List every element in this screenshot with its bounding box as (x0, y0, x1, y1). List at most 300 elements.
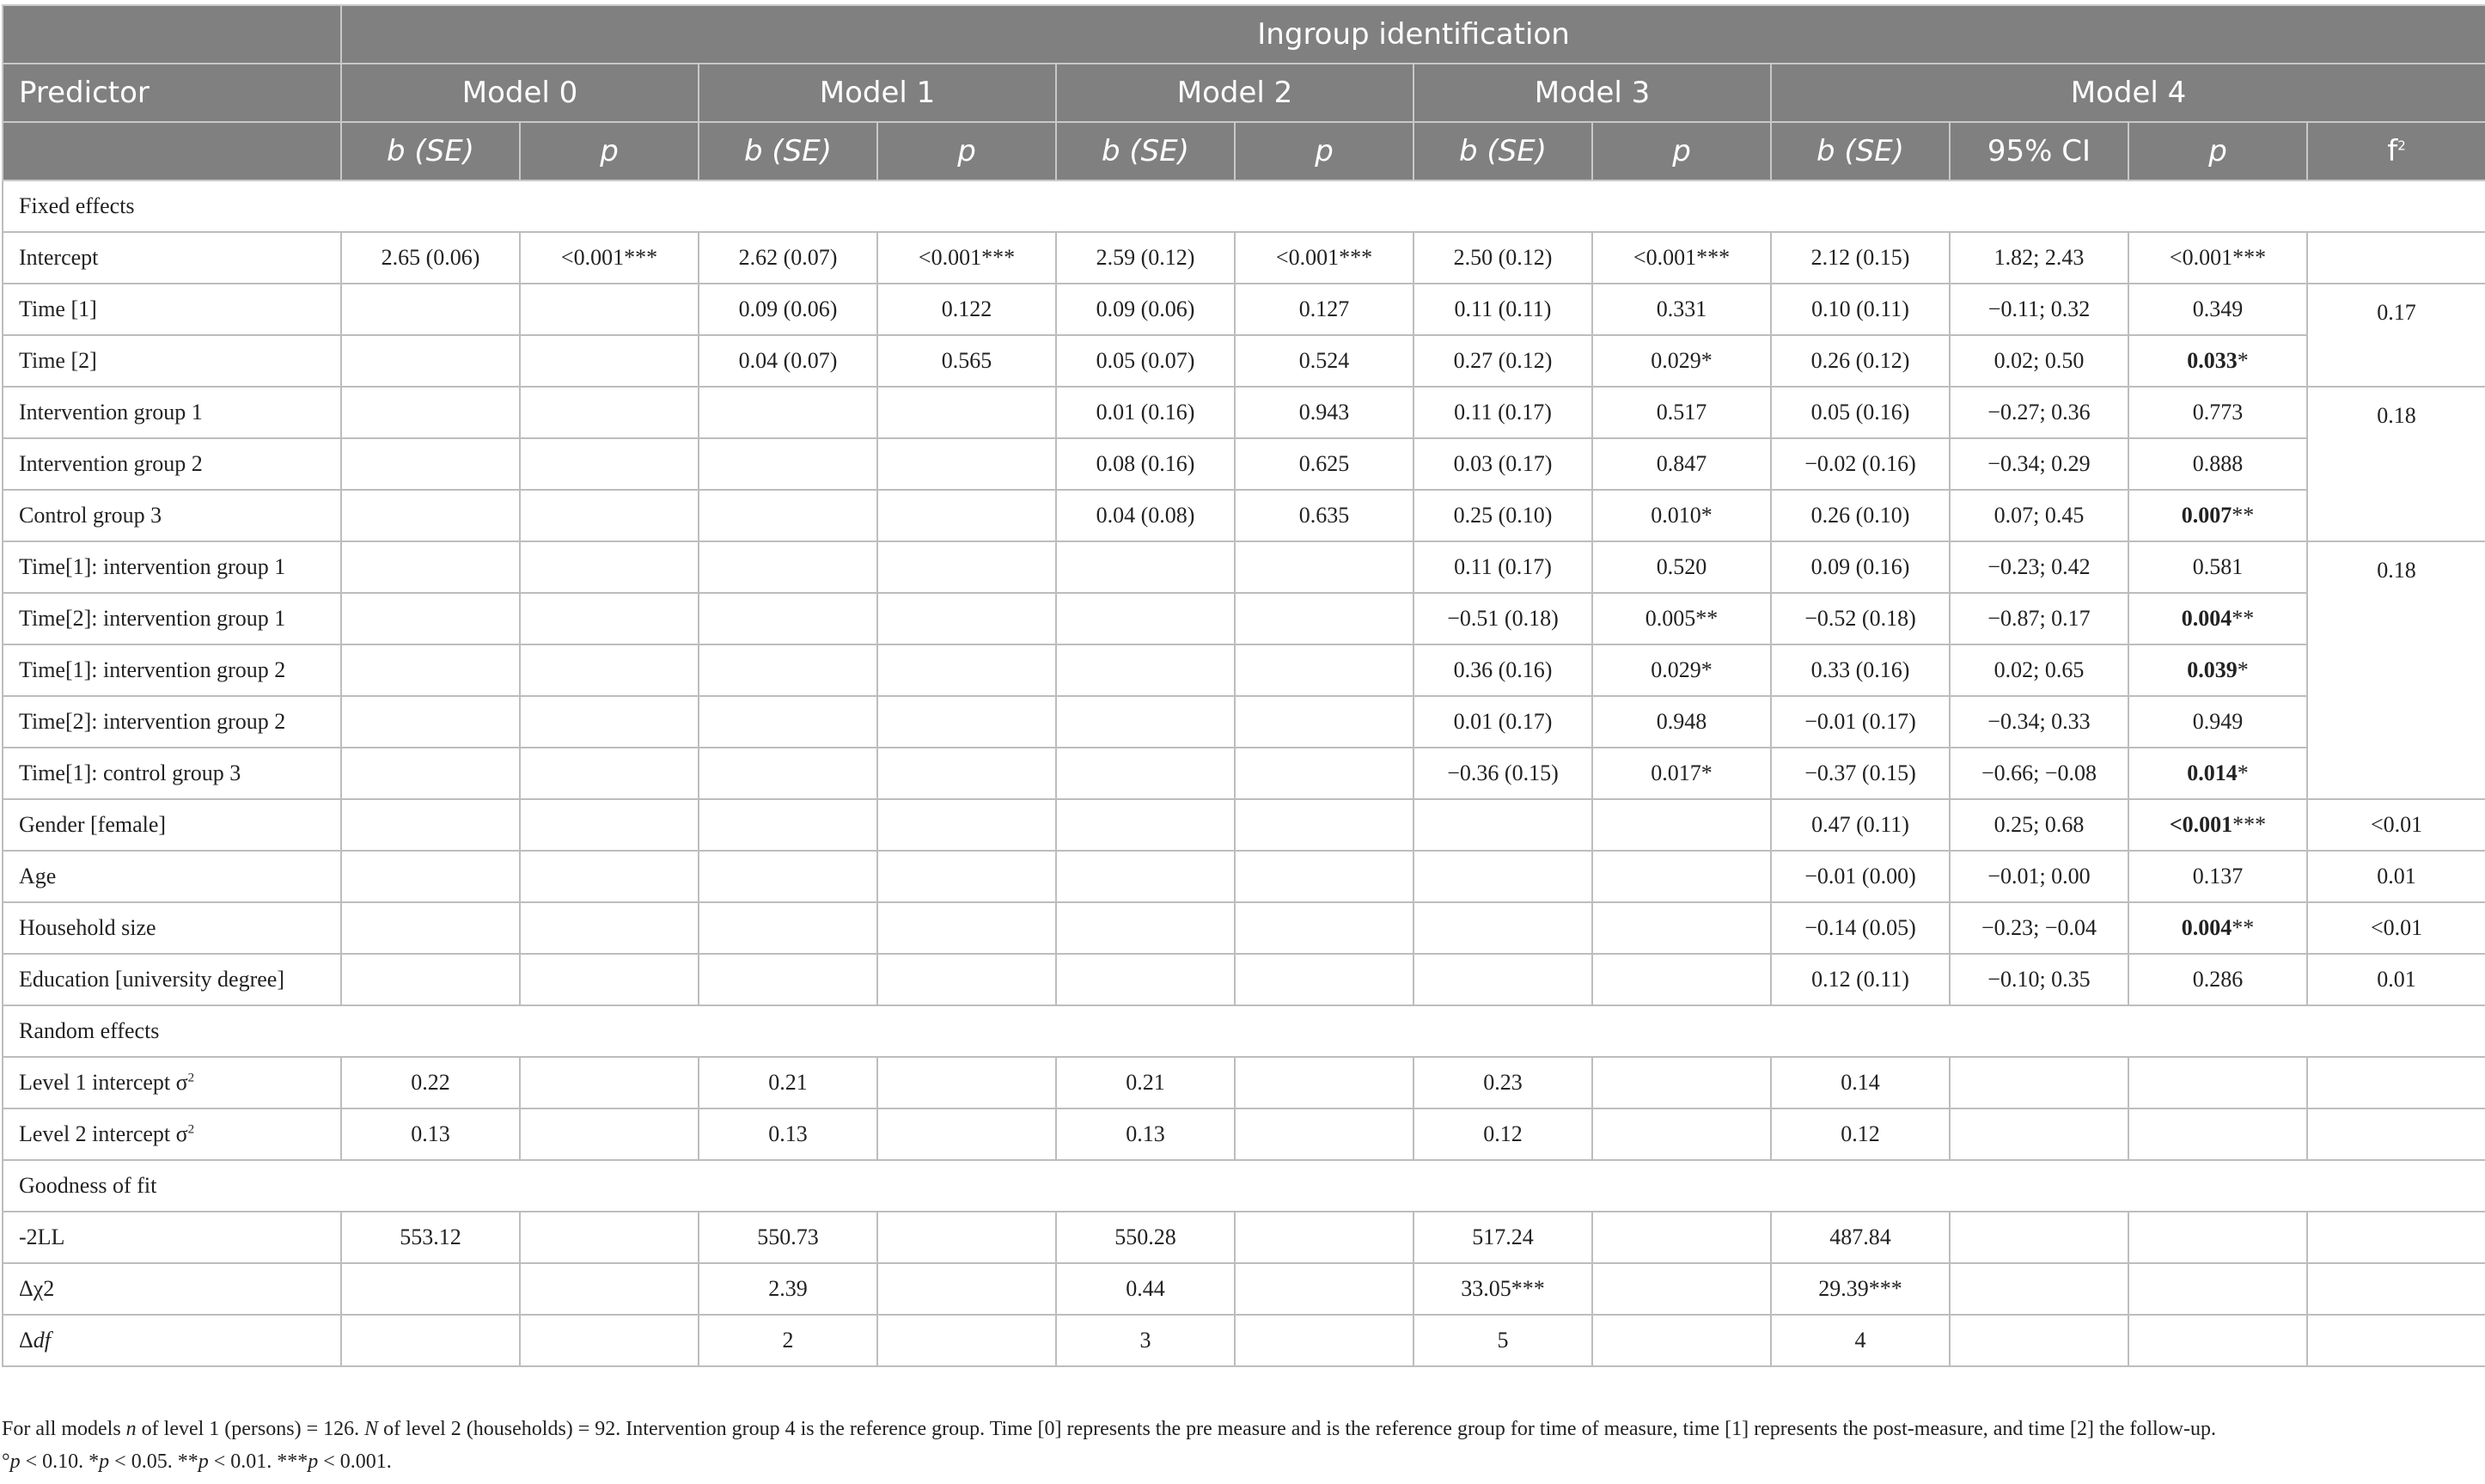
cell: 33.05*** (1413, 1263, 1592, 1315)
row-label: Time[1]: intervention group 1 (3, 541, 341, 593)
cell (520, 902, 699, 954)
cell (2307, 1315, 2485, 1366)
cell (1056, 593, 1235, 644)
cell (877, 1212, 1056, 1263)
cell: 2.12 (0.15) (1771, 232, 1950, 284)
cell: −0.87; 0.17 (1950, 593, 2128, 644)
cell (520, 1108, 699, 1160)
ci-header: 95% CI (1950, 122, 2128, 180)
cell (699, 541, 877, 593)
cell (877, 799, 1056, 851)
table-row (3, 1212, 2485, 1263)
cell (1413, 954, 1592, 1005)
cell: 0.137 (2128, 851, 2307, 902)
table-row (3, 902, 2485, 954)
cell (520, 387, 699, 438)
cell: 0.11 (0.17) (1413, 387, 1592, 438)
cell (2128, 902, 2307, 954)
cell (341, 284, 520, 335)
row-label: Level 1 intercept $\sigma^2$ (3, 1057, 341, 1108)
cell: 0.122 (877, 284, 1056, 335)
b-se-header: b (SE) (341, 122, 520, 180)
cell (1592, 851, 1771, 902)
cell: 0.22 (341, 1057, 520, 1108)
row-label: Time[2]: intervention group 1 (3, 593, 341, 644)
table-row (3, 1057, 2485, 1108)
section-row-fit (3, 1160, 2485, 1212)
group-title: Ingroup identification (341, 5, 2485, 64)
row-label: Gender [female] (3, 799, 341, 851)
cell (1592, 902, 1771, 954)
b-se-header: b (SE) (1413, 122, 1592, 180)
cell: 0.13 (341, 1108, 520, 1160)
row-label: Intercept (3, 232, 341, 284)
cell (1950, 1212, 2128, 1263)
cell (699, 851, 877, 902)
cell: 0.14 (1771, 1057, 1950, 1108)
cell (1235, 541, 1413, 593)
regression-table (2, 4, 2485, 1367)
cell (520, 335, 699, 387)
cell: 2.62 (0.07) (699, 232, 877, 284)
f2-header: $f^2$ (2307, 122, 2485, 180)
cell (1235, 593, 1413, 644)
cell: 0.127 (1235, 284, 1413, 335)
cell (1413, 851, 1592, 902)
cell: 0.888 (2128, 438, 2307, 490)
cell: 0.331 (1592, 284, 1771, 335)
cell (341, 541, 520, 593)
model-2-header: Model 2 (1056, 64, 1413, 122)
cell: 0.029* (1592, 644, 1771, 696)
cell (1056, 541, 1235, 593)
row-label: Δχ2 (3, 1263, 341, 1315)
cell (1950, 1057, 2128, 1108)
cell: −0.01 (0.17) (1771, 696, 1950, 748)
cell (1235, 1315, 1413, 1366)
cell (341, 335, 520, 387)
cell (699, 644, 877, 696)
cell (2307, 1057, 2485, 1108)
p-header: p (877, 122, 1056, 180)
header-row-stats (3, 122, 2485, 180)
header-empty-cell (3, 122, 341, 180)
b-se-header: b (SE) (699, 122, 877, 180)
cell (1056, 696, 1235, 748)
cell (1592, 954, 1771, 1005)
row-label: Household size (3, 902, 341, 954)
cell: 0.36 (0.16) (1413, 644, 1592, 696)
cell (341, 1263, 520, 1315)
cell (1592, 799, 1771, 851)
cell: 0.773 (2128, 387, 2307, 438)
cell: 0.12 (1413, 1108, 1592, 1160)
cell: 0.27 (0.12) (1413, 335, 1592, 387)
section-fixed-effects: Fixed effects (3, 180, 2485, 232)
table-row (3, 644, 2485, 696)
cell (877, 541, 1056, 593)
cell: 0.08 (0.16) (1056, 438, 1235, 490)
cell (520, 851, 699, 902)
cell: 553.12 (341, 1212, 520, 1263)
cell: 487.84 (1771, 1212, 1950, 1263)
cell: 0.581 (2128, 541, 2307, 593)
table-row (3, 335, 2485, 387)
cell: 2.50 (0.12) (1413, 232, 1592, 284)
model-1-header: Model 1 (699, 64, 1056, 122)
table-row (3, 387, 2485, 438)
cell (1950, 1108, 2128, 1160)
cell (2128, 335, 2307, 387)
cell: 2.59 (0.12) (1056, 232, 1235, 284)
cell: 0.44 (1056, 1263, 1235, 1315)
cell: 0.11 (0.11) (1413, 284, 1592, 335)
row-label: Time [2] (3, 335, 341, 387)
cell (1592, 1057, 1771, 1108)
cell (2128, 799, 2307, 851)
cell: <0.001*** (1592, 232, 1771, 284)
row-label: Time[2]: intervention group 2 (3, 696, 341, 748)
cell: 0.09 (0.16) (1771, 541, 1950, 593)
cell (520, 799, 699, 851)
model-3-header: Model 3 (1413, 64, 1771, 122)
cell: 2.65 (0.06) (341, 232, 520, 284)
cell (699, 748, 877, 799)
cell: 0.21 (699, 1057, 877, 1108)
bold-p-value: 0.014 (2187, 760, 2238, 785)
cell: −0.66; −0.08 (1950, 748, 2128, 799)
table-row (3, 490, 2485, 541)
cell (1235, 748, 1413, 799)
f2-cell: <0.01 (2307, 799, 2485, 851)
cell: 0.520 (1592, 541, 1771, 593)
cell: −0.02 (0.16) (1771, 438, 1950, 490)
cell (341, 387, 520, 438)
cell (2128, 1315, 2307, 1366)
cell: −0.01 (0.00) (1771, 851, 1950, 902)
cell: 0.943 (1235, 387, 1413, 438)
row-label: Age (3, 851, 341, 902)
cell: 4 (1771, 1315, 1950, 1366)
cell (1235, 851, 1413, 902)
section-row-random (3, 1005, 2485, 1057)
cell: 0.01 (0.17) (1413, 696, 1592, 748)
cell (699, 438, 877, 490)
header-row-group (3, 5, 2485, 64)
cell (1592, 1212, 1771, 1263)
sig-stars: ** (2232, 915, 2255, 940)
bold-p-value: 0.039 (2187, 657, 2238, 682)
cell: <0.001*** (877, 232, 1056, 284)
cell (877, 696, 1056, 748)
row-label: Time[1]: intervention group 2 (3, 644, 341, 696)
table-row (3, 799, 2485, 851)
cell (520, 954, 699, 1005)
cell: <0.001*** (2128, 232, 2307, 284)
cell (1235, 902, 1413, 954)
f2-cell: 0.18 (2307, 387, 2485, 541)
cell: 0.10 (0.11) (1771, 284, 1950, 335)
cell (1235, 1212, 1413, 1263)
cell (2128, 1108, 2307, 1160)
cell (699, 593, 877, 644)
cell: 0.12 (0.11) (1771, 954, 1950, 1005)
row-label: Level 2 intercept $\sigma^2$ (3, 1108, 341, 1160)
cell: 5 (1413, 1315, 1592, 1366)
cell: 550.73 (699, 1212, 877, 1263)
cell (341, 644, 520, 696)
table-row (3, 1315, 2485, 1366)
row-label: -2LL (3, 1212, 341, 1263)
cell (2128, 1057, 2307, 1108)
header-empty-cell (3, 5, 341, 64)
cell (699, 387, 877, 438)
cell: 0.09 (0.06) (699, 284, 877, 335)
cell (699, 490, 877, 541)
cell: −0.23; 0.42 (1950, 541, 2128, 593)
cell (2307, 1108, 2485, 1160)
sig-stars: * (2237, 760, 2249, 785)
cell: 0.25 (0.10) (1413, 490, 1592, 541)
f2-cell: 0.01 (2307, 851, 2485, 902)
cell: 0.565 (877, 335, 1056, 387)
cell (341, 748, 520, 799)
cell (520, 696, 699, 748)
cell: <0.001*** (520, 232, 699, 284)
cell (520, 1315, 699, 1366)
cell (1950, 1263, 2128, 1315)
p-header: p (1592, 122, 1771, 180)
row-label: Δdf (3, 1315, 341, 1366)
cell (341, 696, 520, 748)
p-header: p (520, 122, 699, 180)
model-0-header: Model 0 (341, 64, 699, 122)
cell (1235, 644, 1413, 696)
bold-p-value: 0.004 (2181, 606, 2232, 631)
table-row (3, 593, 2485, 644)
cell (699, 902, 877, 954)
cell (877, 387, 1056, 438)
cell: 0.949 (2128, 696, 2307, 748)
cell: 3 (1056, 1315, 1235, 1366)
cell: 29.39*** (1771, 1263, 1950, 1315)
cell: 0.017* (1592, 748, 1771, 799)
cell (1056, 902, 1235, 954)
cell (341, 799, 520, 851)
cell (1413, 902, 1592, 954)
cell (1592, 1108, 1771, 1160)
cell: 0.02; 0.65 (1950, 644, 2128, 696)
cell (1592, 1315, 1771, 1366)
cell: 0.01 (0.16) (1056, 387, 1235, 438)
table-row (3, 438, 2485, 490)
cell (2128, 1212, 2307, 1263)
p-header: p (1235, 122, 1413, 180)
cell: 0.029* (1592, 335, 1771, 387)
cell: −0.11; 0.32 (1950, 284, 2128, 335)
cell: 0.26 (0.10) (1771, 490, 1950, 541)
table-row (3, 696, 2485, 748)
cell: −0.36 (0.15) (1413, 748, 1592, 799)
predictor-header: Predictor (3, 64, 341, 122)
cell (1235, 1057, 1413, 1108)
table-row (3, 1108, 2485, 1160)
cell: 0.02; 0.50 (1950, 335, 2128, 387)
b-se-header: b (SE) (1771, 122, 1950, 180)
cell (877, 490, 1056, 541)
bold-p-value: <0.001 (2169, 812, 2233, 837)
cell (877, 902, 1056, 954)
cell (877, 644, 1056, 696)
cell (520, 1263, 699, 1315)
cell (341, 954, 520, 1005)
cell: 550.28 (1056, 1212, 1235, 1263)
cell (877, 438, 1056, 490)
cell (520, 284, 699, 335)
cell: 0.524 (1235, 335, 1413, 387)
cell (2128, 593, 2307, 644)
cell: <0.001*** (1235, 232, 1413, 284)
cell (341, 490, 520, 541)
cell (877, 748, 1056, 799)
f2-cell: 0.18 (2307, 541, 2485, 799)
cell: −0.34; 0.33 (1950, 696, 2128, 748)
cell: −0.27; 0.36 (1950, 387, 2128, 438)
section-random-effects: Random effects (3, 1005, 2485, 1057)
cell: −0.14 (0.05) (1771, 902, 1950, 954)
cell: 0.04 (0.08) (1056, 490, 1235, 541)
cell: −0.10; 0.35 (1950, 954, 2128, 1005)
cell (1235, 1263, 1413, 1315)
table-row (3, 541, 2485, 593)
cell: 0.13 (699, 1108, 877, 1160)
cell: 0.635 (1235, 490, 1413, 541)
sig-stars: *** (2232, 812, 2267, 837)
cell: 0.04 (0.07) (699, 335, 877, 387)
cell: 0.005** (1592, 593, 1771, 644)
cell: 0.25; 0.68 (1950, 799, 2128, 851)
cell (1235, 954, 1413, 1005)
cell: 2.39 (699, 1263, 877, 1315)
cell (1056, 851, 1235, 902)
cell (1235, 696, 1413, 748)
table-row (3, 851, 2485, 902)
bold-p-value: 0.004 (2181, 915, 2232, 940)
cell (341, 902, 520, 954)
table-row (3, 954, 2485, 1005)
row-label: Intervention group 1 (3, 387, 341, 438)
header-row-models (3, 64, 2485, 122)
b-se-header: b (SE) (1056, 122, 1235, 180)
cell: 0.625 (1235, 438, 1413, 490)
cell: 0.33 (0.16) (1771, 644, 1950, 696)
f2-cell: 0.01 (2307, 954, 2485, 1005)
cell (2128, 644, 2307, 696)
cell (341, 1315, 520, 1366)
row-label: Intervention group 2 (3, 438, 341, 490)
cell: −0.51 (0.18) (1413, 593, 1592, 644)
cell (2128, 748, 2307, 799)
table-row (3, 1263, 2485, 1315)
cell: 0.03 (0.17) (1413, 438, 1592, 490)
cell: 517.24 (1413, 1212, 1592, 1263)
cell: 0.47 (0.11) (1771, 799, 1950, 851)
cell: 0.07; 0.45 (1950, 490, 2128, 541)
cell (520, 593, 699, 644)
cell (699, 954, 877, 1005)
cell (1056, 748, 1235, 799)
cell (2307, 1263, 2485, 1315)
cell (520, 541, 699, 593)
row-label: Time [1] (3, 284, 341, 335)
p-header: p (2128, 122, 2307, 180)
sig-stars: * (2237, 348, 2249, 373)
cell (1235, 1108, 1413, 1160)
cell: 0.948 (1592, 696, 1771, 748)
sig-stars: ** (2232, 606, 2255, 631)
table-row (3, 284, 2485, 335)
table-footnote: For all models n of level 1 (persons) = 126. N of level 2 (households) = 92. Intervention group 4 is the reference group. Time [0] represents the pre measure and is the reference group for time of measure, time [1] represents the post-measure, and time [2] the follow-up. °p < 0.10. *p < 0.05. **p < 0.01. ***p < 0.001. (2, 1418, 2216, 1473)
sig-stars: ** (2232, 503, 2255, 528)
cell (1950, 1315, 2128, 1366)
section-goodness-of-fit: Goodness of fit (3, 1160, 2485, 1212)
cell: 0.05 (0.07) (1056, 335, 1235, 387)
cell (1056, 799, 1235, 851)
cell (341, 593, 520, 644)
cell (699, 799, 877, 851)
cell (341, 851, 520, 902)
cell: 0.09 (0.06) (1056, 284, 1235, 335)
cell (877, 593, 1056, 644)
row-label: Education [university degree] (3, 954, 341, 1005)
cell: −0.23; −0.04 (1950, 902, 2128, 954)
f2-cell: <0.01 (2307, 902, 2485, 954)
cell: 2 (699, 1315, 877, 1366)
cell: 0.286 (2128, 954, 2307, 1005)
cell (877, 851, 1056, 902)
cell (877, 1057, 1056, 1108)
cell (2307, 1212, 2485, 1263)
row-label: Time[1]: control group 3 (3, 748, 341, 799)
cell (1592, 1263, 1771, 1315)
cell (520, 1212, 699, 1263)
bold-p-value: 0.007 (2181, 503, 2232, 528)
cell (877, 954, 1056, 1005)
cell (699, 696, 877, 748)
cell: 0.12 (1771, 1108, 1950, 1160)
cell: 0.26 (0.12) (1771, 335, 1950, 387)
f2-cell: 0.17 (2307, 284, 2485, 387)
cell (341, 438, 520, 490)
cell (1235, 799, 1413, 851)
cell (877, 1108, 1056, 1160)
cell (1056, 644, 1235, 696)
cell: −0.34; 0.29 (1950, 438, 2128, 490)
section-row-fixed (3, 180, 2485, 232)
cell (877, 1315, 1056, 1366)
cell (520, 1057, 699, 1108)
cell (520, 438, 699, 490)
cell: 1.82; 2.43 (1950, 232, 2128, 284)
cell (2307, 232, 2485, 284)
bold-p-value: 0.033 (2187, 348, 2238, 373)
cell: 0.13 (1056, 1108, 1235, 1160)
cell: 0.23 (1413, 1057, 1592, 1108)
cell: 0.517 (1592, 387, 1771, 438)
cell (1056, 954, 1235, 1005)
cell: 0.21 (1056, 1057, 1235, 1108)
cell (877, 1263, 1056, 1315)
